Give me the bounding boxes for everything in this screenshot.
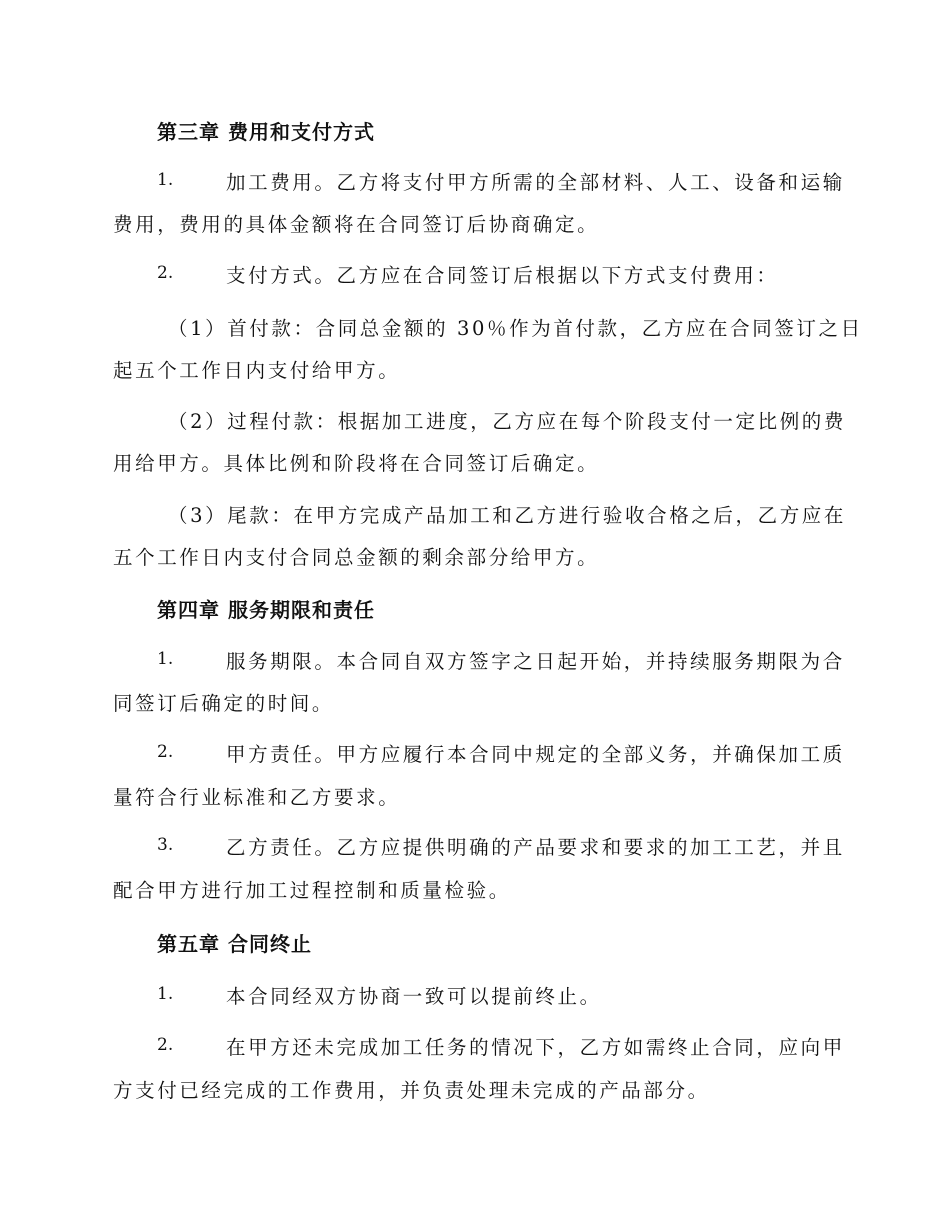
paragraph-line: 同签订后确定的时间。 [113,692,335,715]
paragraph-line: 费用，费用的具体金额将在合同签订后协商确定。 [113,213,600,236]
paragraph-line: 服务期限。本合同自双方签字之日起开始，并持续服务期限为合 [226,650,845,673]
paragraph-line: 用给甲方。具体比例和阶段将在合同签订后确定。 [113,452,600,475]
chapter-3-title: 第三章 费用和支付方式 [157,120,375,144]
paragraph-line: 在甲方还未完成加工任务的情况下，乙方如需终止合同，应向甲 [226,1036,845,1059]
paragraph-line: 配合甲方进行加工过程控制和质量检验。 [113,879,511,902]
paragraph-line: 五个工作日内支付合同总金额的剩余部分给甲方。 [113,546,600,569]
paragraph-line: 甲方责任。甲方应履行本合同中规定的全部义务，并确保加工质 [226,743,845,766]
sub-item-line: （2）过程付款：根据加工进度，乙方应在每个阶段支付一定比例的费 [168,410,847,433]
item-number: 2. [157,263,174,283]
paragraph-line: 起五个工作日内支付给甲方。 [113,359,401,382]
paragraph-line: 本合同经双方协商一致可以提前终止。 [226,985,602,1008]
item-number: 1. [157,170,174,190]
item-number: 1. [157,649,174,669]
chapter-4-title: 第四章 服务期限和责任 [157,598,375,622]
paragraph-line: 支付方式。乙方应在合同签订后根据以下方式支付费用： [226,264,779,287]
paragraph-line: 乙方责任。乙方应提供明确的产品要求和要求的加工工艺，并且 [226,836,845,859]
item-number: 3. [157,835,174,855]
paragraph-line: 加工费用。乙方将支付甲方所需的全部材料、人工、设备和运输 [226,171,845,194]
item-number: 2. [157,1035,174,1055]
sub-item-line: （1）首付款：合同总金额的 30％作为首付款，乙方应在合同签订之日 [168,317,863,340]
paragraph-line: 方支付已经完成的工作费用，并负责处理未完成的产品部分。 [113,1079,710,1102]
item-number: 2. [157,742,174,762]
sub-item-line: （3）尾款：在甲方完成产品加工和乙方进行验收合格之后，乙方应在 [168,504,847,527]
item-number: 1. [157,984,174,1004]
chapter-5-title: 第五章 合同终止 [157,932,312,956]
paragraph-line: 量符合行业标准和乙方要求。 [113,786,401,809]
